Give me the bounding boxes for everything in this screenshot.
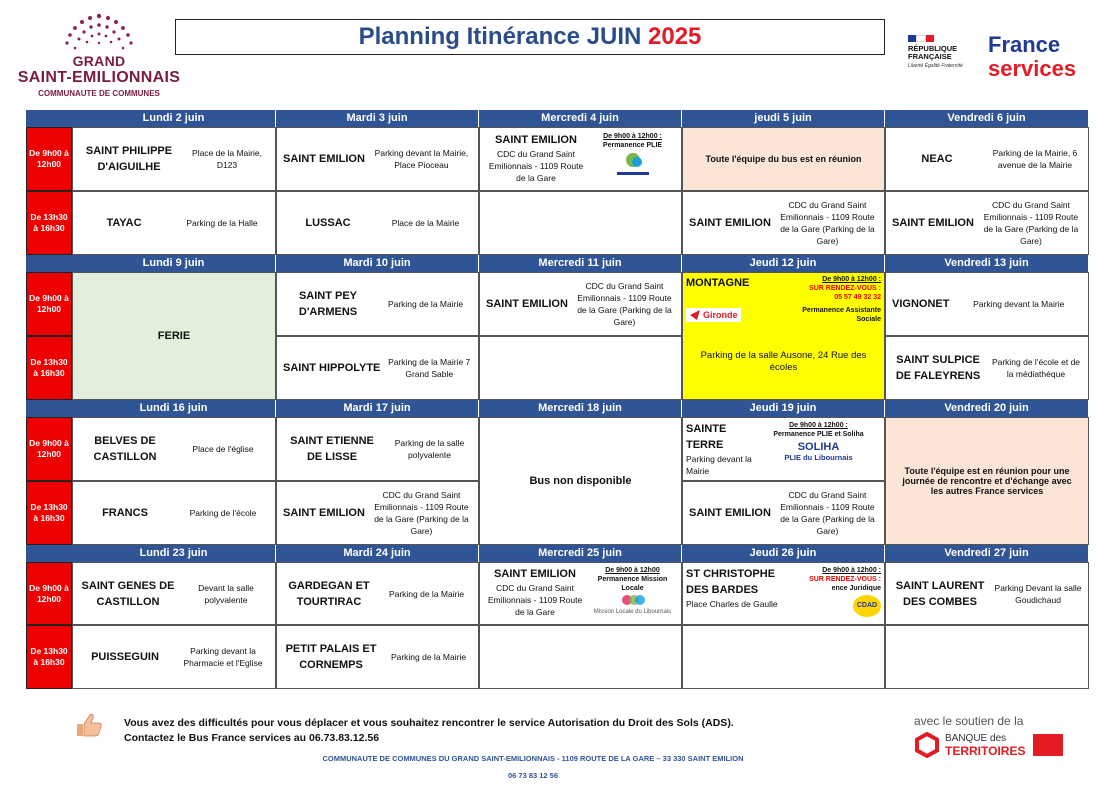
day-header: Jeudi 12 juin <box>682 255 885 272</box>
schedule-cell <box>479 417 682 545</box>
place-address: Place de la Mairie, D123 <box>192 148 262 170</box>
day-header: Jeudi 19 juin <box>682 400 885 417</box>
place-address: Parking devant la Pharmacie et l'Eglise <box>183 646 263 668</box>
place-name: SAINT EMILION <box>283 153 365 165</box>
plie-libournais-logo: PLIE du Libournais <box>784 453 853 462</box>
permanence-label: Permanence PLIE et Soliha <box>773 431 864 438</box>
place-address: Parking devant la Mairie <box>686 454 752 476</box>
schedule-cell <box>682 417 885 481</box>
place-name: FRANCS <box>102 507 148 519</box>
place-address: Parking devant la Mairie <box>973 299 1065 309</box>
france-services-logo <box>988 33 1098 81</box>
banque-line-2: TERRITOIRES <box>945 744 1026 758</box>
banque-line-1: BANQUE des <box>945 733 1007 744</box>
schedule-cell <box>72 625 276 689</box>
day-header: Vendredi 27 juin <box>885 545 1089 562</box>
mission-locale-label: Mission Locale du Libournais <box>593 609 672 615</box>
appointment-note: SUR RENDEZ-VOUS : <box>809 285 881 292</box>
place-name: PUISSEGUIN <box>91 651 159 663</box>
logo-dots-icon <box>59 12 139 54</box>
meeting-note: Toute l'équipe est en réunion pour une journée de rencontre et d'échange avec les autres France services <box>902 466 1072 496</box>
place-name: GARDEGAN ET TOURTIRAC <box>288 579 370 608</box>
place-address: CDC du Grand Saint Emilionnais - 1109 Route de la Gare <box>488 149 584 183</box>
mission-locale-icon <box>618 593 648 607</box>
rf-motto: Liberté Égalité Fraternité <box>908 63 963 69</box>
schedule-cell <box>479 127 682 191</box>
day-header: Vendredi 6 juin <box>885 110 1089 127</box>
place-address: Parking de la Mairie 7 Grand Sable <box>388 357 471 379</box>
permanence-label: Permanence Assistante Sociale <box>802 307 881 323</box>
schedule-cell <box>885 417 1089 545</box>
day-header: Lundi 23 juin <box>72 545 276 562</box>
page-title <box>175 19 885 55</box>
place-name: BELVES DE CASTILLON <box>93 435 157 463</box>
place-address: CDC du Grand Saint Emilionnais - 1109 Route de la Gare (Parking de la Gare) <box>780 490 875 536</box>
day-header: Lundi 9 juin <box>72 255 276 272</box>
footer-phone: 06 73 83 12 56 <box>507 771 559 780</box>
appointment-phone: 05 57 49 32 32 <box>834 294 881 301</box>
empty-cell <box>479 336 682 400</box>
place-address: Parking de la Mairie <box>388 588 465 599</box>
place-address: Parking de la Mairie <box>390 652 467 662</box>
place-address: Parking de la Halle <box>186 218 258 228</box>
gironde-icon <box>689 309 701 321</box>
schedule-cell <box>276 625 479 689</box>
permanence-time: De 9h00 à 12h00 : <box>822 276 881 283</box>
day-header: Vendredi 13 juin <box>885 255 1089 272</box>
place-name: SAINT EMILION <box>689 507 771 519</box>
slot-afternoon: De 13h30 à 16h30 <box>26 336 72 400</box>
schedule-cell <box>72 191 276 255</box>
place-address: CDC du Grand Saint Emilionnais - 1109 Route de la Gare (Parking de la Gare) <box>577 281 672 327</box>
schedule-cell <box>682 272 885 400</box>
footer-message-line-1: Vous avez des difficultés pour vous déplacer et vous souhaitez rencontrer le service Autorisation du Droit des Sols (ADS). <box>124 717 734 729</box>
place-address: CDC du Grand Saint Emilionnais - 1109 Route de la Gare (Parking de la Gare) <box>780 200 875 246</box>
title-year: 2025 <box>648 23 702 50</box>
place-name: SAINT SULPICE DE FALEYRENS <box>895 354 981 382</box>
day-header: Lundi 2 juin <box>72 110 276 127</box>
slot-afternoon: De 13h30 à 16h30 <box>26 481 72 545</box>
day-header: Vendredi 20 juin <box>885 400 1089 417</box>
permanence-label: Permanence Mission Locale <box>597 576 668 592</box>
footer-address: COMMUNAUTE DE COMMUNES DU GRAND SAINT-EMILIONNAIS - 1109 ROUTE DE LA GARE – 33 330 SAINT EMILION <box>322 754 744 763</box>
slot-afternoon: De 13h30 à 16h30 <box>26 625 72 689</box>
schedule-cell <box>682 127 885 191</box>
place-name: SAINTE TERRE <box>686 423 727 451</box>
schedule-cell <box>885 336 1089 400</box>
day-header: Mercredi 11 juin <box>479 255 682 272</box>
soliha-logo: SOLIHA <box>797 441 840 453</box>
permanence-label: ence Juridique <box>831 585 881 592</box>
grand-saint-emilionnais-logo <box>14 10 184 105</box>
header-lead <box>26 400 72 417</box>
schedule-cell <box>479 272 682 336</box>
french-flag-icon <box>908 35 934 42</box>
slot-afternoon: De 13h30 à 16h30 <box>26 191 72 255</box>
schedule-cell <box>682 191 885 255</box>
unavailable-note: Bus non disponible <box>529 475 632 487</box>
schedule-cell <box>682 562 885 625</box>
place-address: Parking de la Mairie, 6 avenue de la Mairie <box>992 148 1078 170</box>
fs-line-1: France <box>988 32 1061 57</box>
day-header: Mercredi 18 juin <box>479 400 682 417</box>
place-name: SAINT GENES DE CASTILLON <box>81 579 175 608</box>
day-header: Lundi 16 juin <box>72 400 276 417</box>
hexagon-icon <box>914 732 940 758</box>
place-name: LUSSAC <box>305 217 351 229</box>
empty-cell <box>479 191 682 255</box>
place-name: SAINT EMILION <box>486 298 568 310</box>
schedule-cell <box>682 481 885 545</box>
rf-name-1: RÉPUBLIQUE <box>908 44 958 53</box>
banque-des-territoires-logo <box>914 714 1064 758</box>
place-address: CDC du Grand Saint Emilionnais - 1109 Route de la Gare (Parking de la Gare) <box>374 490 469 536</box>
place-name: SAINT PEY D'ARMENS <box>298 290 358 318</box>
day-header: Mardi 3 juin <box>276 110 479 127</box>
place-address: Parking de la Mairie <box>387 299 464 309</box>
slot-morning: De 9h00 à 12h00 <box>26 272 72 336</box>
schedule-cell <box>276 562 479 625</box>
place-address: Parking devant la Mairie, Place Pioceau <box>374 148 469 170</box>
place-address: Place de la Mairie <box>391 218 460 228</box>
header-lead <box>26 110 72 127</box>
header-lead <box>26 545 72 562</box>
schedule-cell <box>885 191 1089 255</box>
day-header: Jeudi 26 juin <box>682 545 885 562</box>
place-name: SAINT PHILIPPE D'AIGUILHE <box>85 145 173 173</box>
place-name: ST CHRISTOPHE DES BARDES <box>686 568 776 596</box>
place-name: SAINT EMILION <box>283 507 365 519</box>
slot-morning: De 9h00 à 12h00 <box>26 562 72 625</box>
place-name: SAINT LAURENT DES COMBES <box>895 579 985 608</box>
logo-line-1: GRAND <box>72 53 126 69</box>
holiday-cell <box>72 272 276 400</box>
permanence-time: De 9h00 à 12h00 <box>605 567 660 574</box>
meeting-note: Toute l'équipe du bus est en réunion <box>705 154 862 164</box>
schedule-cell <box>72 127 276 191</box>
place-name: VIGNONET <box>892 298 950 310</box>
place-address: Parking de la salle polyvalente <box>394 438 465 460</box>
fs-line-2: services <box>988 56 1077 81</box>
schedule-cell <box>276 191 479 255</box>
plie-logo-icon <box>611 150 655 180</box>
place-name: SAINT EMILION <box>494 568 576 580</box>
appointment-note: SUR RENDEZ-VOUS : <box>809 576 881 583</box>
caisse-depots-icon <box>1033 734 1063 756</box>
place-address: CDC du Grand Saint Emilionnais - 1109 Route de la Gare <box>487 583 583 617</box>
schedule-cell <box>72 417 276 481</box>
permanence-time: De 9h00 à 12h00 : <box>822 567 881 574</box>
schedule-cell <box>72 481 276 545</box>
empty-cell <box>885 625 1089 689</box>
day-header: Mercredi 4 juin <box>479 110 682 127</box>
thumbs-up-icon <box>74 712 104 738</box>
schedule-cell <box>479 562 682 625</box>
header-lead <box>26 255 72 272</box>
place-name: PETIT PALAIS ET CORNEMPS <box>285 643 377 671</box>
day-header: Mercredi 25 juin <box>479 545 682 562</box>
schedule-cell <box>276 127 479 191</box>
footer-message <box>124 716 734 746</box>
place-address: Parking de la salle Ausone, 24 Rue des écoles <box>700 350 867 373</box>
place-address: Devant la salle polyvalente <box>198 582 254 605</box>
title-text: Planning Itinérance JUIN <box>358 23 642 50</box>
place-name: SAINT EMILION <box>495 134 577 146</box>
holiday-label: FERIE <box>157 330 191 342</box>
place-name: SAINT HIPPOLYTE <box>283 362 381 374</box>
logo-subtitle: COMMUNAUTE DE COMMUNES <box>38 89 160 98</box>
place-address: Parking de l'école et de la médiathèque <box>991 357 1081 379</box>
place-address: Place de l'église <box>192 444 254 454</box>
planning-table <box>26 110 1089 689</box>
place-name: SAINT EMILION <box>689 217 771 229</box>
empty-cell <box>479 625 682 689</box>
place-address: Parking de l'école <box>189 508 257 518</box>
schedule-cell <box>276 272 479 336</box>
support-label: avec le soutien de la <box>914 714 1024 728</box>
permanence-time: De 9h00 à 12h00 : <box>789 422 848 429</box>
place-name: SAINT ETIENNE DE LISSE <box>290 435 374 463</box>
cdad-logo: CDAD <box>853 595 881 617</box>
gironde-label: Gironde <box>703 310 738 320</box>
place-name: NEAC <box>921 153 953 165</box>
schedule-cell <box>885 562 1089 625</box>
logo-line-2: SAINT-EMILIONNAIS <box>17 69 181 86</box>
republique-francaise-logo <box>908 35 978 85</box>
day-header: Mardi 24 juin <box>276 545 479 562</box>
day-header: jeudi 5 juin <box>682 110 885 127</box>
schedule-cell <box>276 336 479 400</box>
slot-morning: De 9h00 à 12h00 <box>26 417 72 481</box>
schedule-cell <box>276 417 479 481</box>
schedule-cell <box>885 272 1089 336</box>
place-name: TAYAC <box>106 217 142 229</box>
schedule-cell <box>885 127 1089 191</box>
day-header: Mardi 17 juin <box>276 400 479 417</box>
day-header: Mardi 10 juin <box>276 255 479 272</box>
permanence-label: Permanence PLIE <box>602 142 663 149</box>
place-address: CDC du Grand Saint Emilionnais - 1109 Route de la Gare (Parking de la Gare) <box>983 200 1079 246</box>
place-name: SAINT EMILION <box>892 217 974 229</box>
place-address: Place Charles de Gaulle <box>686 599 778 609</box>
place-address: Parking Devant la salle Goudichaud <box>994 582 1082 605</box>
rf-name-2: FRANÇAISE <box>908 52 952 61</box>
permanence-time: De 9h00 à 12h00 : <box>603 133 662 140</box>
schedule-cell <box>276 481 479 545</box>
schedule-cell <box>72 562 276 625</box>
place-name: MONTAGNE <box>686 277 750 289</box>
slot-morning: De 9h00 à 12h00 <box>26 127 72 191</box>
empty-cell <box>682 625 885 689</box>
footer-message-line-2: Contactez le Bus France services au 06.73.83.12.56 <box>124 732 380 744</box>
